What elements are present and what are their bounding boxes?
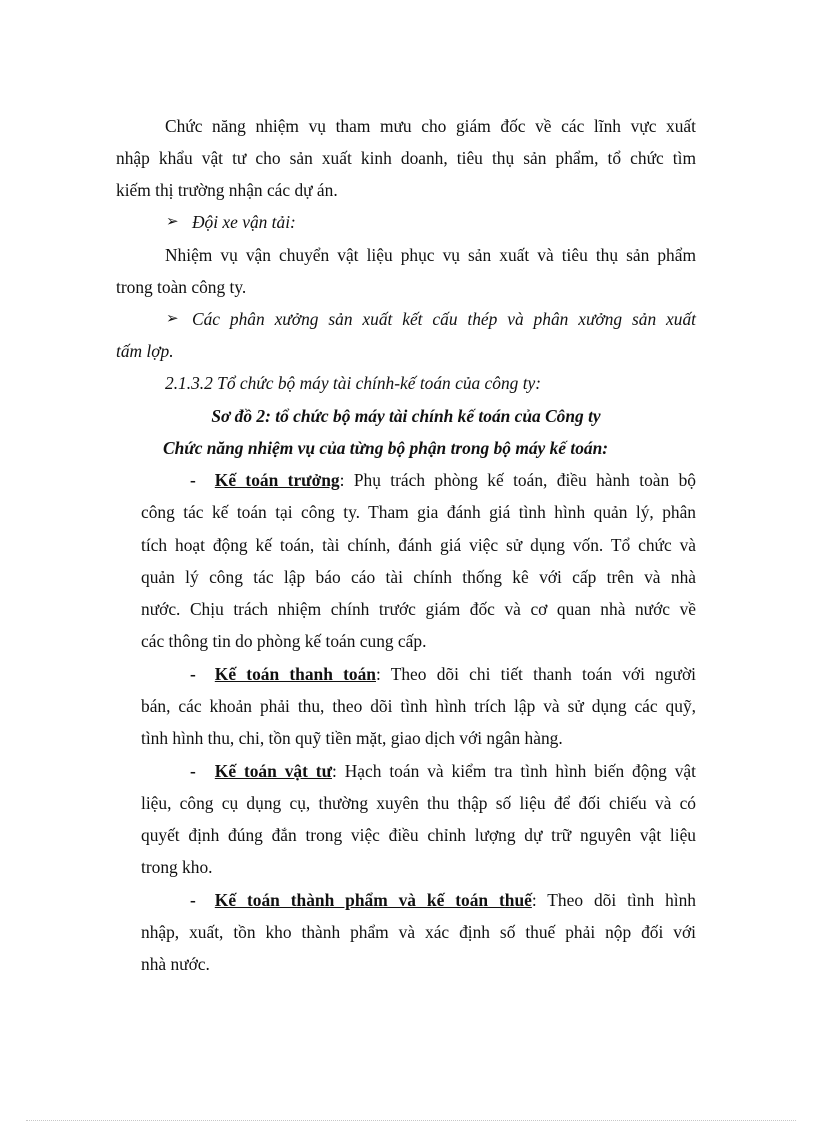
role-description: : Hạch toán và kiểm tra tình hình biến động vật	[332, 761, 696, 781]
dash-bullet: -	[190, 664, 196, 684]
paragraph-line: Chức năng nhiệm vụ tham mưu cho giám đốc về các lĩnh vực xuất	[165, 116, 696, 136]
bullet-heading-phan-xuong	[166, 308, 696, 330]
paragraph-line: nhập khẩu vật tư cho sản xuất kinh doanh, tiêu thụ sản phẩm, tổ chức tìm	[116, 148, 696, 168]
role-line: quản lý công tác lập báo cáo tài chính thống kê với cấp trên và nhà	[141, 567, 696, 587]
paragraph-line: trong toàn công ty.	[116, 277, 247, 297]
role-title: Kế toán thành phẩm và kế toán thuế	[214, 890, 532, 910]
arrow-bullet-icon: ➢	[166, 214, 179, 230]
role-line: nước. Chịu trách nhiệm chính trước giám đốc và cơ quan nhà nước về	[141, 599, 696, 619]
section-heading: Đội xe vận tải:	[192, 212, 296, 232]
role-line: các thông tin do phòng kế toán cung cấp.	[141, 631, 427, 651]
role-line: bán, các khoản phải thu, theo dõi tình hình trích lập và sử dụng các quỹ,	[141, 696, 696, 716]
role-line: quyết định đúng đắn trong việc điều chỉnh lượng dự trữ nguyên vật liệu	[141, 825, 696, 845]
role-first-line	[190, 469, 696, 491]
bullet-heading-doi-xe	[166, 211, 566, 233]
role-description: : Phụ trách phòng kế toán, điều hành toàn bộ	[339, 470, 696, 490]
arrow-bullet-icon: ➢	[166, 311, 179, 327]
role-first-line	[190, 663, 696, 685]
role-description: : Theo dõi tình hình	[531, 890, 696, 910]
section-heading: Các phân xưởng sản xuất kết cấu thép và phân xưởng sản xuất	[192, 309, 696, 329]
page-bottom-divider	[26, 1120, 796, 1121]
section-heading-continued: tấm lợp.	[116, 341, 174, 361]
dash-bullet: -	[190, 470, 196, 490]
role-line: công tác kế toán tại công ty. Tham gia đánh giá tình hình quản lý, phân	[141, 502, 696, 522]
dash-bullet: -	[190, 761, 196, 781]
role-first-line	[190, 889, 696, 911]
dash-bullet: -	[190, 890, 196, 910]
paragraph-line: Nhiệm vụ vận chuyển vật liệu phục vụ sản xuất và tiêu thụ sản phẩm	[165, 245, 696, 265]
role-line: nhập, xuất, tồn kho thành phẩm và xác định số thuế phải nộp đối với	[141, 922, 696, 942]
role-line: trong kho.	[141, 857, 213, 877]
role-first-line	[190, 760, 696, 782]
diagram-caption: Sơ đồ 2: tổ chức bộ máy tài chính kế toán của Công ty	[211, 406, 601, 426]
role-line: nhà nước.	[141, 954, 210, 974]
role-title: Kế toán trưởng	[214, 470, 340, 490]
role-line: tình hình thu, chi, tồn quỹ tiền mặt, giao dịch với ngân hàng.	[141, 728, 563, 748]
role-line: liệu, công cụ dụng cụ, thường xuyên thu thập số liệu để đối chiếu và có	[141, 793, 696, 813]
role-title: Kế toán vật tư	[214, 761, 333, 781]
functions-heading: Chức năng nhiệm vụ của từng bộ phận trong bộ máy kế toán:	[163, 438, 609, 458]
subsection-heading: 2.1.3.2 Tổ chức bộ máy tài chính-kế toán của công ty:	[165, 373, 542, 393]
role-title: Kế toán thanh toán	[214, 664, 376, 684]
role-line: tích hoạt động kế toán, tài chính, đánh giá việc sử dụng vốn. Tổ chức và	[141, 535, 696, 555]
role-description: : Theo dõi chi tiết thanh toán với người	[375, 664, 697, 684]
paragraph-line: kiếm thị trường nhận các dự án.	[116, 180, 338, 200]
